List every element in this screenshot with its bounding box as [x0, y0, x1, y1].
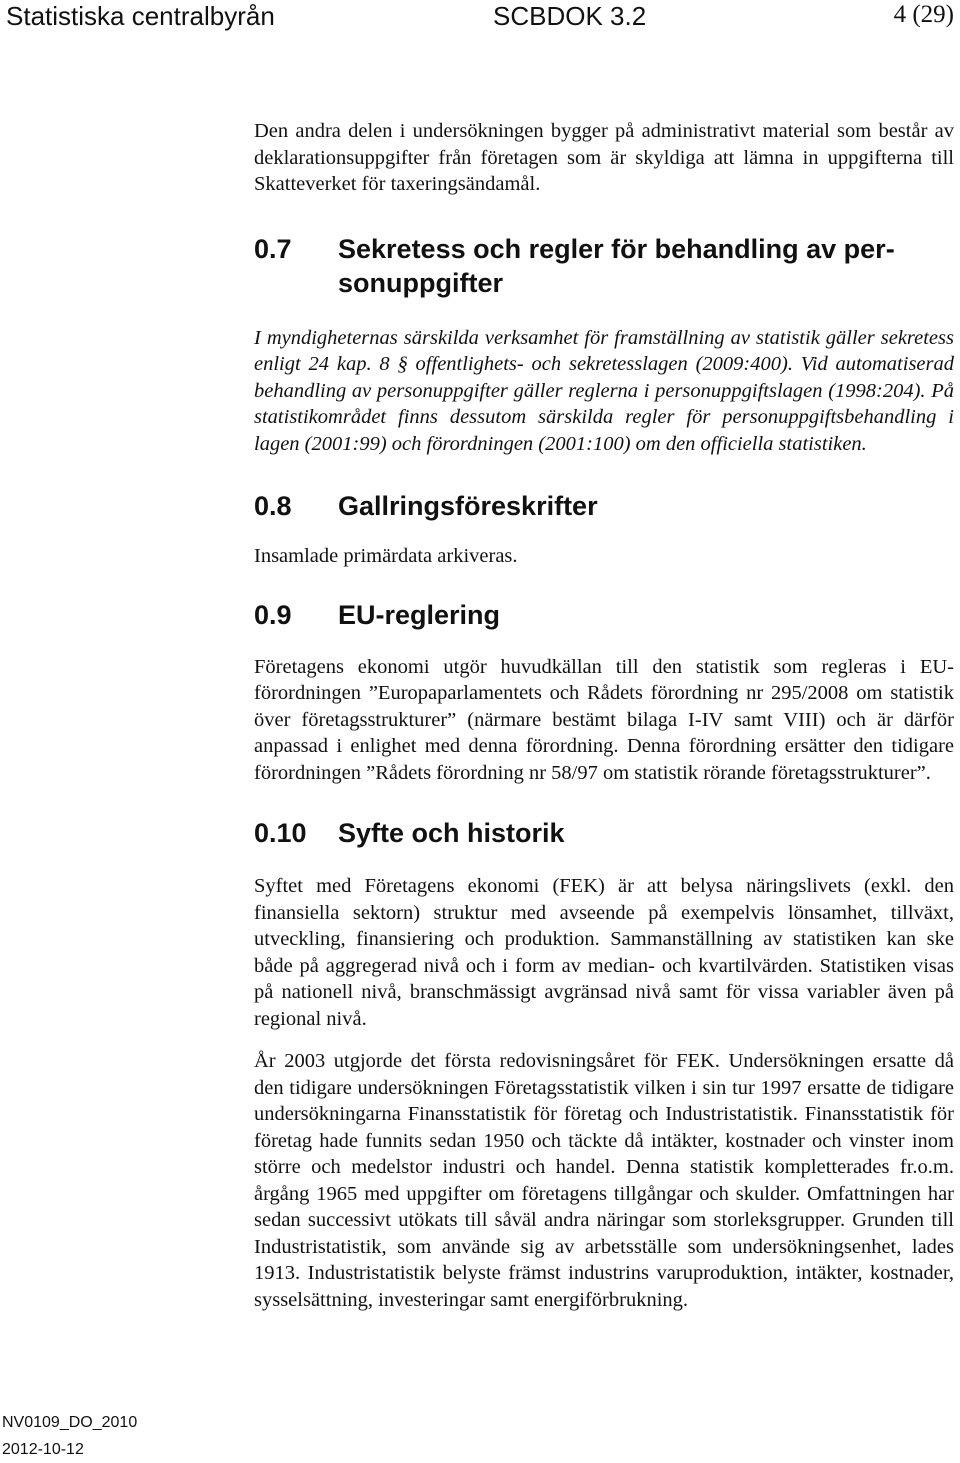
section-title: EU-reglering	[338, 599, 501, 630]
section-0-9-paragraph: Företagens ekonomi utgör huvudkällan till den statistik som regleras i EU-förordningen ”Europaparlamentets och Rådets förordning nr 295/2008 om statistik över företagsstrukturer” (närmare bestämt bilaga I-IV samt VIII) och är därför anpassad i enlighet med denna förordning. Denna förordning ersätter den tidigare förordningen ”Rådets förordning nr 58/97 om statistik rörande företagsstrukturer”.	[254, 655, 954, 784]
intro-paragraph: Den andra delen i undersökningen bygger på administrativt material som består av deklarationsuppgifter från företagen som är skyldiga att lämna in uppgifterna till Skatteverket för taxeringsändamål.	[254, 120, 954, 195]
section-heading-0-10	[254, 816, 954, 850]
section-heading-0-7	[254, 232, 954, 300]
footer-code: NV0109_DO_2010	[2, 1414, 138, 1431]
section-title: Gallringsföreskrifter	[338, 491, 598, 521]
document-id: SCBDOK 3.2	[493, 1, 647, 31]
section-number: 0.8	[254, 491, 292, 521]
organization-name: Statistiska centralbyrån	[6, 1, 275, 31]
section-title: Sekretess och regler för behandling av personuppgifter	[338, 233, 895, 298]
section-0-8-paragraph: Insamlade primärdata arkiveras.	[254, 545, 518, 567]
footer-date: 2012-10-12	[2, 1441, 84, 1458]
section-number: 0.7	[254, 233, 292, 264]
section-number: 0.10	[254, 818, 307, 848]
document-body	[254, 118, 954, 1313]
page-header	[0, 0, 960, 36]
section-0-7-paragraph: I myndigheternas särskilda verksamhet för framställning av statistik gäller sekretess enligt 24 kap. 8 § offentlighets- och sekretesslagen (2009:400). Vid automatiserad behandling av personuppgifter gäller reglerna i personuppgiftslagen (1998:204). På statistikområdet finns dessutom särskilda regler för personuppgiftsbehandling i lagen (2001:99) och förordningen (2001:100) om den officiella statistiken.	[254, 326, 954, 455]
page-number: 4 (29)	[893, 1, 954, 28]
section-number: 0.9	[254, 599, 292, 630]
section-heading-0-8	[254, 489, 954, 523]
section-0-10-paragraph-1: Syftet med Företagens ekonomi (FEK) är att belysa näringslivets (exkl. den finansiella sektorn) struktur med avseende på exempelvis lönsamhet, tillväxt, utveckling, finansiering och produktion. Sammanställning av statistiken kan ske både på aggregerad nivå och i form av median- och kvartilvärden. Statistiken visas på nationell nivå, branschmässigt avgränsad nivå samt för vissa variabler även på regional nivå.	[254, 875, 954, 1030]
section-0-10-paragraph-2: År 2003 utgjorde det första redovisningsåret för FEK. Undersökningen ersatte då den tidigare undersökningen Företagsstatistik vilken i sin tur 1997 ersatte de tidigare undersökningarna Finansstatistik för företag och Industristatistik. Finansstatistik för företag hade funnits sedan 1950 och täckte då intäkter, kostnader och vinster inom större och medelstor industri och handel. Denna statistik kompletterades fr.o.m. årgång 1965 med uppgifter om företagens tillgångar och skulder. Omfattningen har sedan successivt utökats till såväl andra näringar som storleksgrupper. Grunden till Industristatistik, som använde sig av arbetsställe som undersökningsenhet, lades 1913. Industristatistik belyste främst industrins varuproduktion, intäkter, kostnader, sysselsättning, investeringar samt energiförbrukning.	[254, 1050, 954, 1311]
section-title: Syfte och historik	[338, 818, 565, 848]
section-heading-0-9	[254, 598, 954, 632]
